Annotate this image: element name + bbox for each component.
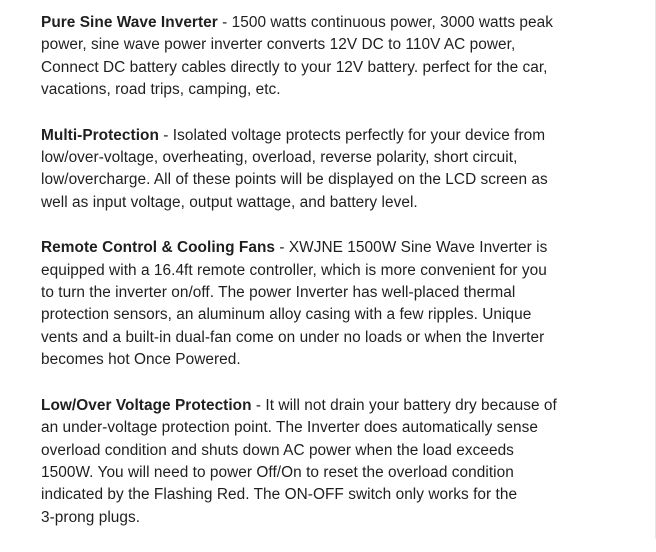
- paragraph-line: to turn the inverter on/off. The power Inverter has well-placed thermal: [41, 284, 516, 302]
- paragraph-line: indicated by the Flashing Red. The ON-OFF switch only works for the: [41, 486, 518, 504]
- paragraph-heading: Multi-Protection: [41, 126, 159, 144]
- paragraph-pure-sine-wave: [41, 12, 641, 102]
- paragraph-line: overload condition and shuts down AC power when the load exceeds: [41, 441, 514, 459]
- paragraph-heading: Remote Control & Cooling Fans: [41, 239, 276, 257]
- paragraph-remote-control: [41, 237, 641, 371]
- paragraph-line: 3-prong plugs.: [41, 508, 141, 526]
- paragraph-line: vents and a built-in dual-fan come on under no loads or when the Inverter: [41, 328, 545, 346]
- paragraph-line: low/overcharge. All of these points will be displayed on the LCD screen as: [41, 171, 548, 189]
- paragraph-line: [41, 237, 641, 259]
- paragraph-heading: Pure Sine Wave Inverter: [41, 14, 218, 31]
- paragraph-text: - XWJNE 1500W Sine Wave Inverter is: [275, 239, 548, 257]
- paragraph-text: - It will not drain your battery dry because of: [251, 396, 557, 414]
- paragraph-heading: Low/Over Voltage Protection: [41, 396, 252, 414]
- paragraph-line: [41, 125, 641, 147]
- paragraph-text: - Isolated voltage protects perfectly for your device from: [158, 126, 546, 144]
- paragraph-text: - 1500 watts continuous power, 3000 watts peak: [217, 14, 553, 31]
- paragraph-line: 1500W. You will need to power Off/On to reset the overload condition: [41, 463, 514, 481]
- paragraph-line: well as input voltage, output wattage, and battery level.: [41, 193, 418, 211]
- paragraph-line: vacations, road trips, camping, etc.: [41, 81, 281, 99]
- paragraph-line: becomes hot Once Powered.: [41, 351, 241, 369]
- paragraph-line: [41, 12, 641, 34]
- paragraph-line: [41, 395, 641, 417]
- paragraph-line: low/over-voltage, overheating, overload, reverse polarity, short circuit,: [41, 149, 518, 167]
- paragraph-line: equipped with a 16.4ft remote controller, which is more convenient for you: [41, 261, 547, 279]
- paragraph-line: Connect DC battery cables directly to your 12V battery. perfect for the car,: [41, 58, 548, 76]
- paragraph-line: protection sensors, an aluminum alloy casing with a few ripples. Unique: [41, 306, 532, 324]
- product-description: [41, 12, 641, 552]
- paragraph-voltage-protection: [41, 395, 641, 529]
- paragraph-line: power, sine wave power inverter converts 12V DC to 110V AC power,: [41, 36, 516, 54]
- paragraph-multi-protection: [41, 125, 641, 215]
- paragraph-line: an under-voltage protection point. The Inverter does automatically sense: [41, 419, 538, 437]
